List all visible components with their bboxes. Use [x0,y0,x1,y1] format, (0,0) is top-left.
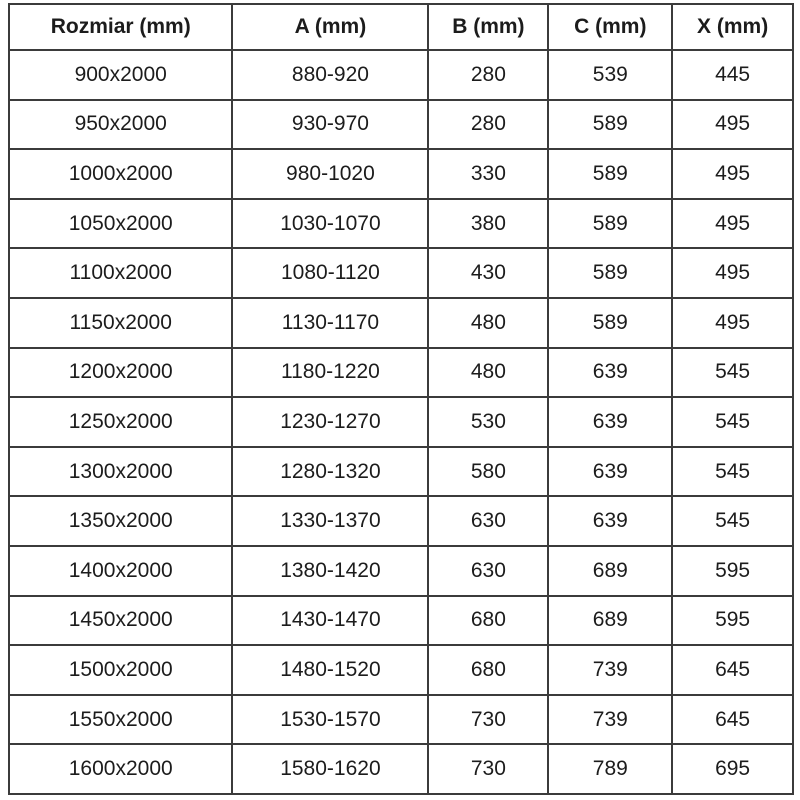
table-cell: 495 [672,149,793,199]
table-row [9,645,793,695]
table-cell: 1180-1220 [232,348,428,398]
table-cell: 1150x2000 [9,298,232,348]
table-row [9,447,793,497]
table-cell: 1500x2000 [9,645,232,695]
table-cell: 495 [672,298,793,348]
table-cell: 739 [548,645,672,695]
table-cell: 445 [672,50,793,100]
table-cell: 880-920 [232,50,428,100]
table-cell: 950x2000 [9,100,232,150]
table-cell: 645 [672,695,793,745]
table-cell: 1280-1320 [232,447,428,497]
table-cell: 1200x2000 [9,348,232,398]
table-cell: 589 [548,149,672,199]
table-cell: 595 [672,546,793,596]
size-table [8,3,794,795]
table-cell: 689 [548,546,672,596]
table-cell: 1300x2000 [9,447,232,497]
table-cell: 1330-1370 [232,496,428,546]
table-cell: 480 [428,348,548,398]
table-cell: 639 [548,348,672,398]
table-cell: 1100x2000 [9,248,232,298]
table-row [9,744,793,794]
header-row [9,4,793,50]
table-row [9,50,793,100]
table-cell: 789 [548,744,672,794]
table-cell: 589 [548,248,672,298]
table-cell: 430 [428,248,548,298]
table-row [9,596,793,646]
table-cell: 1030-1070 [232,199,428,249]
table-cell: 730 [428,744,548,794]
table-cell: 1050x2000 [9,199,232,249]
table-cell: 495 [672,199,793,249]
column-header-x: X (mm) [672,4,793,50]
table-cell: 689 [548,596,672,646]
table-cell: 639 [548,447,672,497]
table-cell: 980-1020 [232,149,428,199]
table-cell: 545 [672,447,793,497]
column-header-b: B (mm) [428,4,548,50]
table-cell: 695 [672,744,793,794]
table-cell: 1550x2000 [9,695,232,745]
table-row [9,149,793,199]
table-cell: 1580-1620 [232,744,428,794]
table-cell: 380 [428,199,548,249]
table-row [9,496,793,546]
column-header-a: A (mm) [232,4,428,50]
table-cell: 580 [428,447,548,497]
table-cell: 730 [428,695,548,745]
table-cell: 1350x2000 [9,496,232,546]
table-row [9,298,793,348]
table-cell: 680 [428,645,548,695]
table-cell: 589 [548,100,672,150]
table-cell: 1400x2000 [9,546,232,596]
table-cell: 589 [548,298,672,348]
table-row [9,397,793,447]
table-cell: 645 [672,645,793,695]
table-row [9,100,793,150]
table-cell: 530 [428,397,548,447]
size-table-container [8,3,794,795]
column-header-c: C (mm) [548,4,672,50]
table-cell: 545 [672,348,793,398]
table-row [9,695,793,745]
table-cell: 480 [428,298,548,348]
table-cell: 545 [672,496,793,546]
table-cell: 1430-1470 [232,596,428,646]
table-cell: 495 [672,248,793,298]
table-cell: 1600x2000 [9,744,232,794]
table-cell: 1230-1270 [232,397,428,447]
table-cell: 545 [672,397,793,447]
table-cell: 495 [672,100,793,150]
table-cell: 1480-1520 [232,645,428,695]
table-body [9,50,793,794]
table-cell: 930-970 [232,100,428,150]
table-cell: 1250x2000 [9,397,232,447]
table-cell: 630 [428,546,548,596]
table-row [9,199,793,249]
table-cell: 1530-1570 [232,695,428,745]
table-cell: 595 [672,596,793,646]
table-row [9,248,793,298]
table-cell: 1380-1420 [232,546,428,596]
table-cell: 639 [548,496,672,546]
table-cell: 330 [428,149,548,199]
table-cell: 1450x2000 [9,596,232,646]
table-cell: 630 [428,496,548,546]
table-head [9,4,793,50]
table-row [9,546,793,596]
column-header-rozmiar: Rozmiar (mm) [9,4,232,50]
table-cell: 739 [548,695,672,745]
table-cell: 589 [548,199,672,249]
table-cell: 680 [428,596,548,646]
table-cell: 280 [428,100,548,150]
table-cell: 1130-1170 [232,298,428,348]
table-cell: 900x2000 [9,50,232,100]
table-cell: 280 [428,50,548,100]
table-cell: 1080-1120 [232,248,428,298]
table-cell: 539 [548,50,672,100]
table-cell: 639 [548,397,672,447]
table-cell: 1000x2000 [9,149,232,199]
table-row [9,348,793,398]
